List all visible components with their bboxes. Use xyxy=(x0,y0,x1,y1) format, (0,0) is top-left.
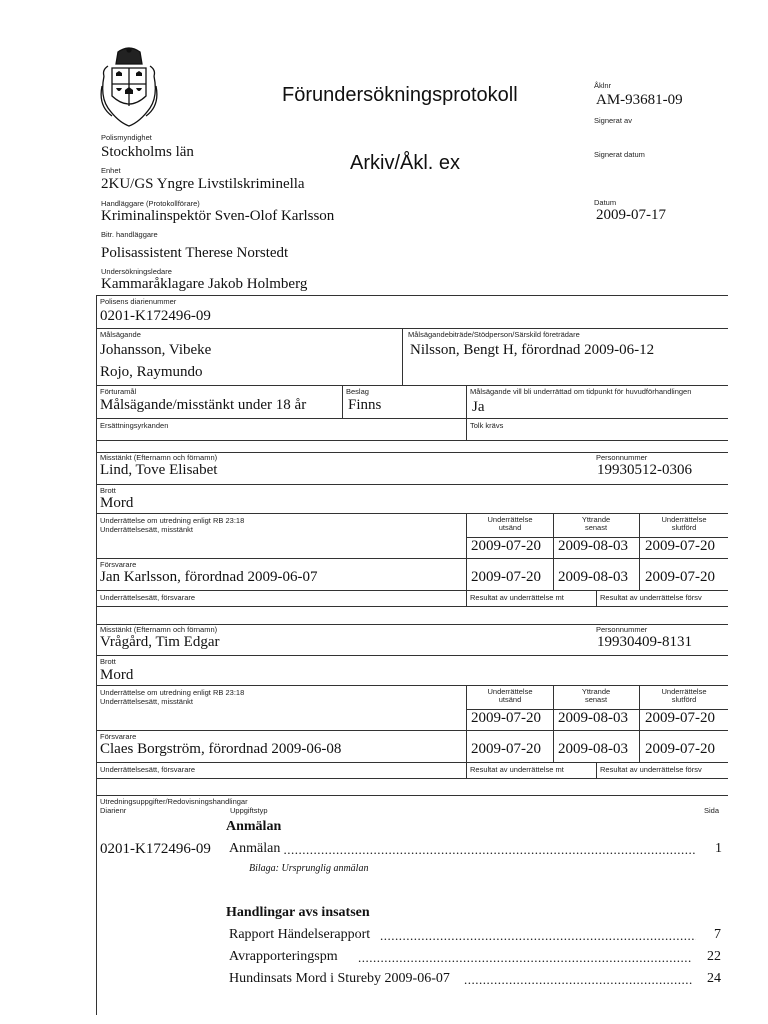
misstankt-1-forsv-date-1: 2009-07-20 xyxy=(471,569,541,585)
misstankt-1-date-yttrande: 2009-08-03 xyxy=(558,538,628,554)
toc-leader xyxy=(464,973,692,986)
toc-anmalan-page: 1 xyxy=(715,841,722,856)
signerat-datum-label: Signerat datum xyxy=(594,150,645,159)
misstankt-1-rb-satt-label: Underrättelsesätt, misstänkt xyxy=(100,525,193,534)
misstankt-2-forsv-date-1: 2009-07-20 xyxy=(471,741,541,757)
misstankt-2-resultat-forsv-label: Resultat av underrättelse försv xyxy=(600,765,702,774)
toc-item-1-page: 7 xyxy=(714,927,721,942)
toc-leader xyxy=(276,843,696,856)
misstankt-1-name: Lind, Tove Elisabet xyxy=(100,462,218,478)
handlaggare-label: Handläggare (Protokollförare) xyxy=(101,199,200,208)
misstankt-2-forsvarare: Claes Borgström, förordnad 2009-06-08 xyxy=(100,741,342,757)
datum-label: Datum xyxy=(594,198,617,207)
toc-leader xyxy=(380,929,696,942)
toc-bilaga: Bilaga: Ursprunglig anmälan xyxy=(249,863,369,874)
datum-value: 2009-07-17 xyxy=(596,207,666,223)
misstankt-2-col-utsand: Underrättelse utsänd xyxy=(487,687,533,704)
toc-item-2-page: 22 xyxy=(707,949,721,964)
misstankt-1-resultat-forsv-label: Resultat av underrättelse försv xyxy=(600,593,702,602)
beslag-label: Beslag xyxy=(346,387,369,396)
misstankt-1-col-slutford: Underrättelse slutförd xyxy=(661,515,707,532)
misstankt-2-name: Vrågård, Tim Edgar xyxy=(100,634,220,650)
toc-diarienr-col: Diarienr xyxy=(100,806,127,815)
polismyndighet-value: Stockholms län xyxy=(101,144,194,160)
toc-anmalan-item[interactable]: Anmälan xyxy=(229,842,283,856)
misstankt-2-forsv-date-2: 2009-08-03 xyxy=(558,741,628,757)
toc-item-3-page: 24 xyxy=(707,971,721,986)
ersattning-label: Ersättningsyrkanden xyxy=(100,421,169,430)
aklnr-label: Åklnr xyxy=(594,81,612,90)
misstankt-2-brott-label: Brott xyxy=(100,657,116,666)
misstankt-1-resultat-mt-label: Resultat av underrättelse mt xyxy=(470,593,564,602)
misstankt-2-forsvarare-label: Försvarare xyxy=(100,732,137,741)
misstankt-2-date-slutford: 2009-07-20 xyxy=(645,710,715,726)
malsagande-2: Rojo, Raymundo xyxy=(100,364,203,380)
misstankt-2-date-utsand: 2009-07-20 xyxy=(471,710,541,726)
undersokningsledare-value: Kammaråklagare Jakob Holmberg xyxy=(101,276,308,292)
signerat-av-label: Signerat av xyxy=(594,116,632,125)
enhet-value: 2KU/GS Yngre Livstilskriminella xyxy=(101,176,305,192)
toc-item-3[interactable]: Hundinsats Mord i Stureby 2009-06-07 xyxy=(229,972,453,986)
misstankt-1-col-yttrande: Yttrande senast xyxy=(581,515,611,532)
enhet-label: Enhet xyxy=(101,166,121,175)
misstankt-2-rb-label: Underrättelse om utredning enligt RB 23:18 xyxy=(100,688,245,697)
misstankt-1-forsv-date-2: 2009-08-03 xyxy=(558,569,628,585)
beslag-value: Finns xyxy=(348,397,382,413)
toc-item-2[interactable]: Avrapporteringspm xyxy=(229,950,341,964)
misstankt-1-pnr: 19930512-0306 xyxy=(597,462,692,478)
misstankt-1-satt-forsvarare-label: Underrättelsesätt, försvarare xyxy=(100,593,196,602)
misstankt-2-pnr-label: Personnummer xyxy=(596,625,648,634)
misstankt-2-name-label: Misstänkt (Efternamn och förnamn) xyxy=(100,625,218,634)
toc-header-label: Utredningsuppgifter/Redovisningshandlingar xyxy=(100,797,248,806)
misstankt-1-col-utsand: Underrättelse utsänd xyxy=(487,515,533,532)
coat-of-arms-logo xyxy=(98,46,160,130)
malsagande-1: Johansson, Vibeke xyxy=(100,342,212,358)
malsagandebitrade-label: Målsägandebiträde/Stödperson/Särskild företrädare xyxy=(408,330,580,339)
misstankt-1-name-label: Misstänkt (Efternamn och förnamn) xyxy=(100,453,218,462)
misstankt-1-brott-label: Brott xyxy=(100,486,116,495)
handlaggare-value: Kriminalinspektör Sven-Olof Karlsson xyxy=(101,208,335,224)
malsagandebitrade-value: Nilsson, Bengt H, förordnad 2009-06-12 xyxy=(410,342,655,358)
misstankt-1-forsvarare: Jan Karlsson, förordnad 2009-06-07 xyxy=(100,569,318,585)
misstankt-2-satt-forsvarare-label: Underrättelsesätt, försvarare xyxy=(100,765,196,774)
polismyndighet-label: Polismyndighet xyxy=(101,133,152,142)
toc-item-1[interactable]: Rapport Händelserapport xyxy=(229,928,373,942)
misstankt-2-col-yttrande: Yttrande senast xyxy=(581,687,611,704)
misstankt-2-forsv-date-3: 2009-07-20 xyxy=(645,741,715,757)
archive-stamp: Arkiv/Åkl. ex xyxy=(350,152,461,174)
aklnr-value: AM-93681-09 xyxy=(596,92,683,108)
underrattad-label: Målsägande vill bli underrättad om tidpunkt för huvudförhandlingen xyxy=(470,387,692,396)
misstankt-1-rb-label: Underrättelse om utredning enligt RB 23:18 xyxy=(100,516,245,525)
misstankt-2-col-slutford: Underrättelse slutförd xyxy=(661,687,707,704)
misstankt-1-date-slutford: 2009-07-20 xyxy=(645,538,715,554)
diarienummer-label: Polisens diarienummer xyxy=(100,297,177,306)
toc-section-anmalan: Anmälan xyxy=(226,819,282,834)
misstankt-1-date-utsand: 2009-07-20 xyxy=(471,538,541,554)
misstankt-1-brott: Mord xyxy=(100,495,134,511)
toc-diarienr: 0201-K172496-09 xyxy=(100,841,211,857)
misstankt-2-resultat-mt-label: Resultat av underrättelse mt xyxy=(470,765,564,774)
misstankt-1-forsvarare-label: Försvarare xyxy=(100,560,137,569)
misstankt-1-pnr-label: Personnummer xyxy=(596,453,648,462)
misstankt-2-date-yttrande: 2009-08-03 xyxy=(558,710,628,726)
document-title: Förundersökningsprotokoll xyxy=(282,84,518,106)
undersokningsledare-label: Undersökningsledare xyxy=(101,267,172,276)
forturamal-value: Målsägande/misstänkt under 18 år xyxy=(100,397,307,413)
misstankt-1-forsv-date-3: 2009-07-20 xyxy=(645,569,715,585)
forturamal-label: Förturamål xyxy=(100,387,137,396)
bitr-handlaggare-label: Bitr. handläggare xyxy=(101,230,158,239)
toc-typ-col: Uppgiftstyp xyxy=(230,806,268,815)
toc-sida-col: Sida xyxy=(704,806,720,815)
toc-leader xyxy=(358,951,692,964)
diarienummer-value: 0201-K172496-09 xyxy=(100,308,211,324)
tolk-label: Tolk krävs xyxy=(470,421,504,430)
misstankt-2-pnr: 19930409-8131 xyxy=(597,634,692,650)
underrattad-value: Ja xyxy=(472,399,485,415)
bitr-handlaggare-value: Polisassistent Therese Norstedt xyxy=(101,245,289,261)
misstankt-2-brott: Mord xyxy=(100,667,134,683)
malsagande-label: Målsägande xyxy=(100,330,141,339)
toc-section-handlingar: Handlingar avs insatsen xyxy=(226,905,370,920)
misstankt-2-rb-satt-label: Underrättelsesätt, misstänkt xyxy=(100,697,193,706)
